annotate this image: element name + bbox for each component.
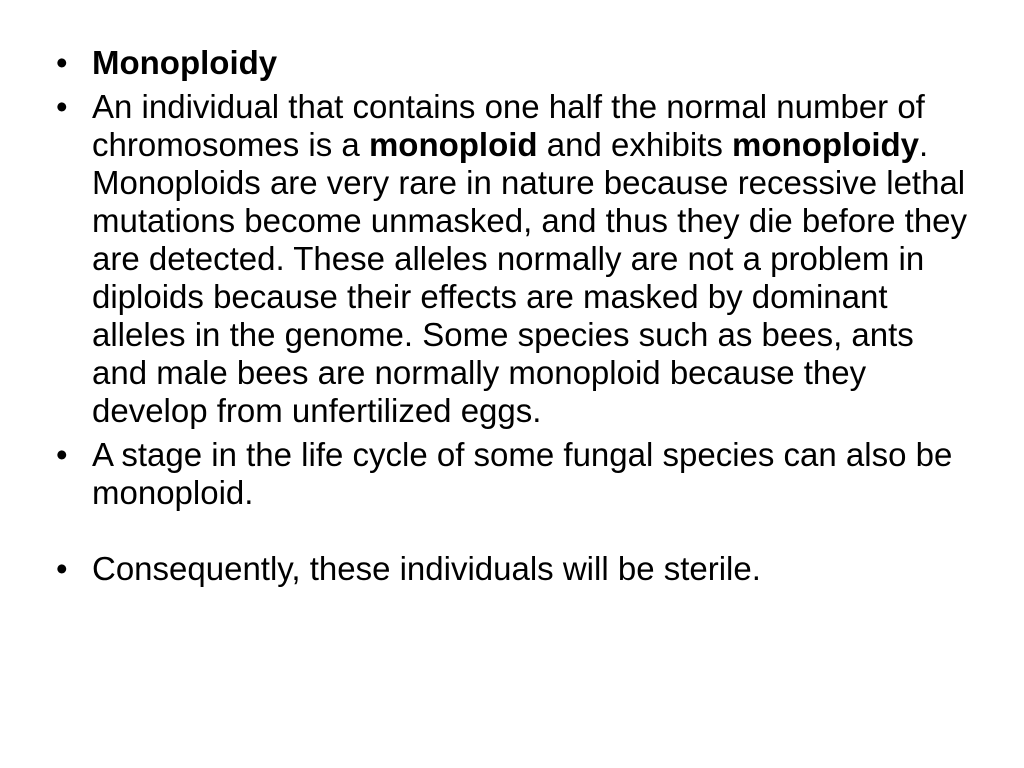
bullet-fungal <box>56 436 976 512</box>
definition-text-part1: An individual that contains one half the normal number of chromosomes is a <box>92 88 925 163</box>
definition-text-part3: . Monoploids are very rare in nature because recessive lethal mutations become unmasked, and thus they die before they are detected. These alleles normally are not a problem in diploids because their effects are masked by dominant alleles in the genome. Some species such as bees, ants and male bees are normally monoploid because they develop from unfertilized eggs. <box>92 126 968 429</box>
term-monoploidy: monoploidy <box>732 126 920 163</box>
bullet-definition <box>56 88 976 430</box>
bullet-sterile <box>56 550 976 588</box>
bullet-dot: • <box>56 44 68 81</box>
heading-text: Monoploidy <box>92 44 278 81</box>
fungal-text: A stage in the life cycle of some fungal species can also be monoploid. <box>92 436 953 511</box>
bullet-dot: • <box>56 436 68 473</box>
bullet-heading <box>56 44 976 82</box>
bullet-dot: • <box>56 550 68 587</box>
bullet-dot: • <box>56 88 68 125</box>
bullet-list <box>56 44 976 594</box>
term-monoploid: monoploid <box>368 126 538 163</box>
definition-text-part2: and exhibits <box>537 126 733 163</box>
sterile-text: Consequently, these individuals will be sterile. <box>92 550 761 587</box>
